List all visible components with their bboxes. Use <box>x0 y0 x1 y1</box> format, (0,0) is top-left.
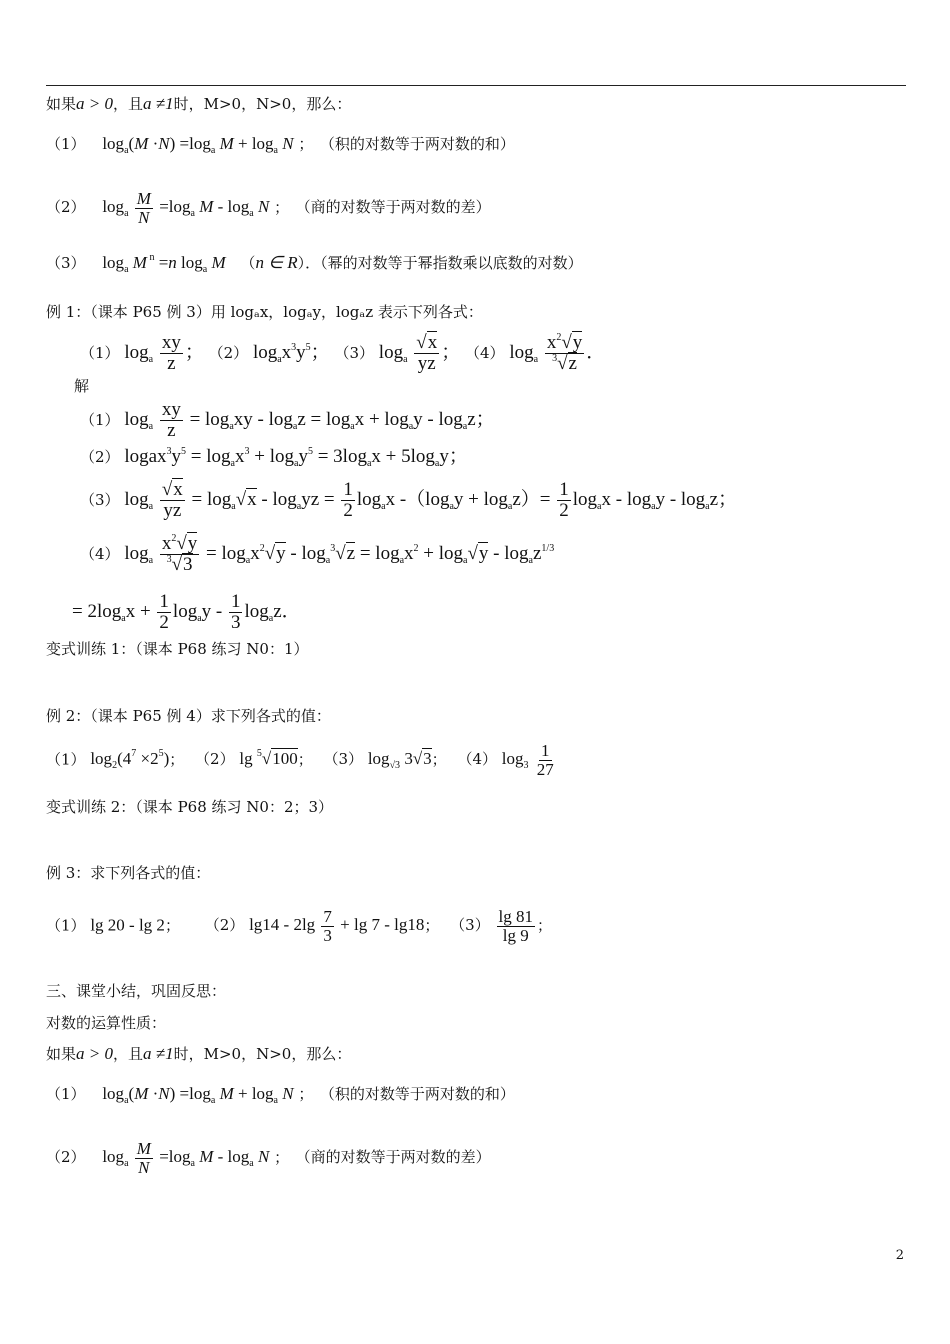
summary-heading: 三、课堂小结，巩固反思： <box>46 982 227 1000</box>
solution-4: （4） $\log_a$ $\frac{x^2√y}{^3√3}$ = $\log_ax^2√y - \log_a^3√z = \log_ax^2 + \log_a√y - \log_az^{1/3}$ <box>80 533 555 575</box>
log-rule-power: （3） $\log_a M$ $^n$ =n $\log_a M$ （n ∈ R）．（幂的对数等于幂指数乘以底数的对数） <box>46 252 583 275</box>
log-rule-quotient: （2） $\log_a$ $\frac{M}{N}$ $=\log_a$ M - $\log_a N$ ； （商的对数等于两对数的差） <box>46 189 491 227</box>
summary-subheading: 对数的运算性质： <box>46 1014 167 1032</box>
log-rule-product: （1） $\log_a(M \cdot N) =\log_a$ $M + \log_a N$ ； （积的对数等于两对数的和） <box>46 134 515 156</box>
example-1-items: （1） $\log_a$ $\frac{xy}{z}$ ； （2） $\log_ax^3y^5$； （3） $\log_a$ $\frac{√x}{yz}$ ； （4） $\log_a$ $\frac{x^2√y}{^3√z}$ ． <box>80 332 606 374</box>
drill-1: 变式训练 1：（课本 P68 练习 N0：1） <box>46 640 309 658</box>
summary-rule-product: （1） $\log_a(M \cdot N) =\log_a$ $M + \log_a N$ ； （积的对数等于两对数的和） <box>46 1084 515 1106</box>
solution-1: （1） $\log_a$ $\frac{xy}{z}$ = $\log_axy - \log_az = \log_ax + \log_ay - \log_az$； <box>80 399 495 441</box>
header-rule <box>46 85 906 86</box>
summary-rule-quotient: （2） $\log_a$ $\frac{M}{N}$ $=\log_a$ M - $\log_a N$ ； （商的对数等于两对数的差） <box>46 1139 491 1177</box>
solution-2: （2） $logax^3y^5 = \log_ax^3 + \log_ay^5 = 3\log_ax + 5\log_ay$； <box>80 446 468 469</box>
example-2-title: 例 2：（课本 P65 例 4）求下列各式的值： <box>46 707 331 725</box>
drill-2: 变式训练 2：（课本 P68 练习 N0：2；3） <box>46 798 334 816</box>
solution-label: 解 <box>74 377 90 395</box>
example-3-items: （1） lg 20 - lg 2； （2） lg14 - 2lg $\frac{7}{3}$ + lg 7 - lg18； （3） $\frac{\lg 81}{\lg 9}$ ； <box>46 907 552 945</box>
example-1-title: 例 1：（课本 P65 例 3）用 logₐx，logₐy，logₐz 表示下列各式： <box>46 303 483 321</box>
example-2-items: （1） $\log_2(4^7 \times 2^5)$； （2） lg $^5$√100； （3） $\log_{√3} 3√3$； （4） $\log_3$ $\frac{1}{27}$ <box>46 741 554 779</box>
solution-3: （3） $\log_a$ $\frac{√x}{yz}$ = $\log_a√x - \log_ayz$ = $\frac{1}{2}$ $\log_ax$ $-(\log_ay + \log_az)=$ $\frac{1}{2}$ $\log_ax - \log_ay - \log_az$； <box>80 479 738 521</box>
solution-4-cont: = $2\log_ax$ + $\frac{1}{2}$ $\log_ay$ - $\frac{1}{3}$ $\log_az$． <box>72 591 301 633</box>
summary-intro-condition: 如果a > 0，且a ≠1时，M>0，N>0，那么： <box>46 1044 352 1063</box>
page-number: 2 <box>895 1248 904 1263</box>
intro-condition: 如果a > 0，且a ≠1时，M>0，N>0，那么： <box>46 94 352 113</box>
example-3-title: 例 3：求下列各式的值： <box>46 864 211 882</box>
